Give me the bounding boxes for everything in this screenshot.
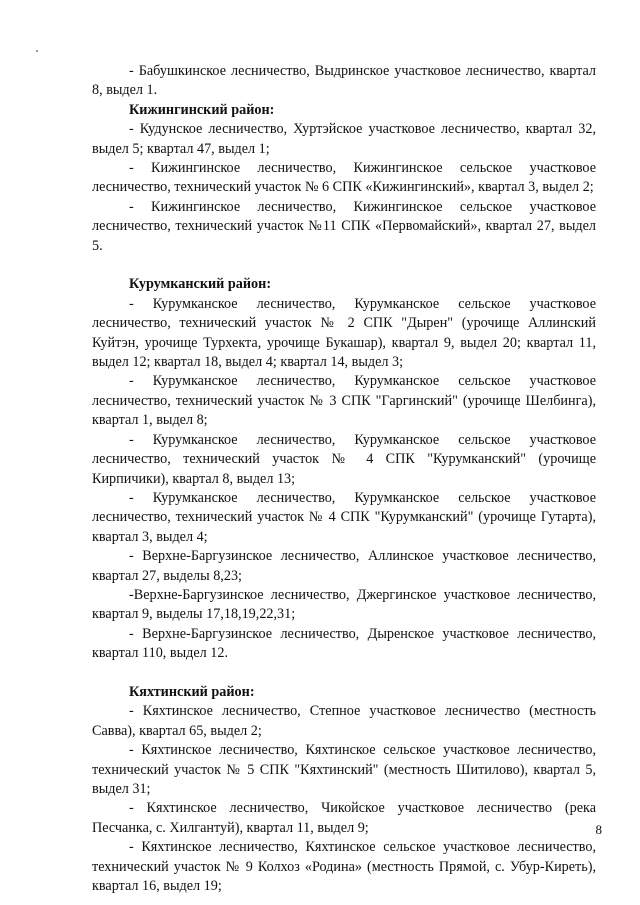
list-item: - Кяхтинское лесничество, Кяхтинское сельское участковое лесничество, технический участок № 9 Колхоз «Родина» (местность Прямой, с. Убур-Киреть), квартал 16, выдел 19; — [92, 839, 596, 895]
list-item: - Кижингинское лесничество, Кижингинское сельское участковое лесничество, технический участок № 6 СПК «Кижингинский», квартал 3, выдел 2; — [92, 160, 596, 196]
section-heading-kyakhtinsky: Кяхтинский район: — [129, 683, 255, 700]
section-heading-kizhinginsky: Кижингинский район: — [129, 101, 275, 118]
list-item: - Курумканское лесничество, Курумканское сельское участковое лесничество, технический участок № 4 СПК "Курумканский" (урочище Кирпичики), квартал 8, выдел 13; — [92, 431, 596, 487]
list-item: - Кяхтинское лесничество, Чикойское участковое лесничество (река Песчанка, с. Хилгантуй), квартал 11, выдел 9; — [92, 800, 596, 836]
document-body — [92, 62, 596, 896]
section-heading-kurumkansky: Курумканский район: — [129, 276, 272, 293]
list-item: - Верхне-Баргузинское лесничество, Дыренское участковое лесничество, квартал 110, выдел 12. — [92, 625, 596, 662]
scan-speck — [36, 50, 38, 52]
list-item: - Бабушкинское лесничество, Выдринское участковое лесничество, квартал 8, выдел 1. — [92, 63, 596, 99]
list-item: -Верхне-Баргузинское лесничество, Джергинское участковое лесничество, квартал 9, выделы 17,18,19,22,31; — [92, 586, 596, 623]
list-item: - Верхне-Баргузинское лесничество, Аллинское участковое лесничество, квартал 27, выделы 8,23; — [92, 548, 596, 584]
page-number: 8 — [595, 822, 602, 837]
list-item: - Курумканское лесничество, Курумканское сельское участковое лесничество, технический участок № 2 СПК "Дырен" (урочище Аллинский Куйтэн, урочище Турхекта, урочище Букашар), квартал 9, выдел 20; квартал 11, выдел 12; квартал 18, выдел 4; квартал 14, выдел 3; — [92, 295, 596, 371]
list-item: - Кудунское лесничество, Хуртэйское участковое лесничество, квартал 32, выдел 5; квартал 47, выдел 1; — [92, 121, 596, 157]
list-item: - Курумканское лесничество, Курумканское сельское участковое лесничество, технический участок № 4 СПК "Курумканский" (урочище Гутарта), квартал 3, выдел 4; — [92, 489, 596, 545]
list-item: - Кяхтинское лесничество, Кяхтинское сельское участковое лесничество, технический участок № 5 СПК "Кяхтинский" (местность Шитилово), квартал 5, выдел 31; — [92, 742, 596, 797]
section-spacer — [92, 664, 596, 683]
list-item: - Кяхтинское лесничество, Степное участковое лесничество (местность Савва), квартал 65, выдел 2; — [92, 703, 596, 739]
section-spacer — [92, 256, 596, 275]
list-item: - Кижингинское лесничество, Кижингинское сельское участковое лесничество, технический участок №11 СПК «Первомайский», квартал 27, выдел 5. — [92, 198, 596, 254]
list-item: - Курумканское лесничество, Курумканское сельское участковое лесничество, технический участок № 3 СПК "Гаргинский" (урочище Шелбинга), квартал 1, выдел 8; — [92, 373, 596, 429]
